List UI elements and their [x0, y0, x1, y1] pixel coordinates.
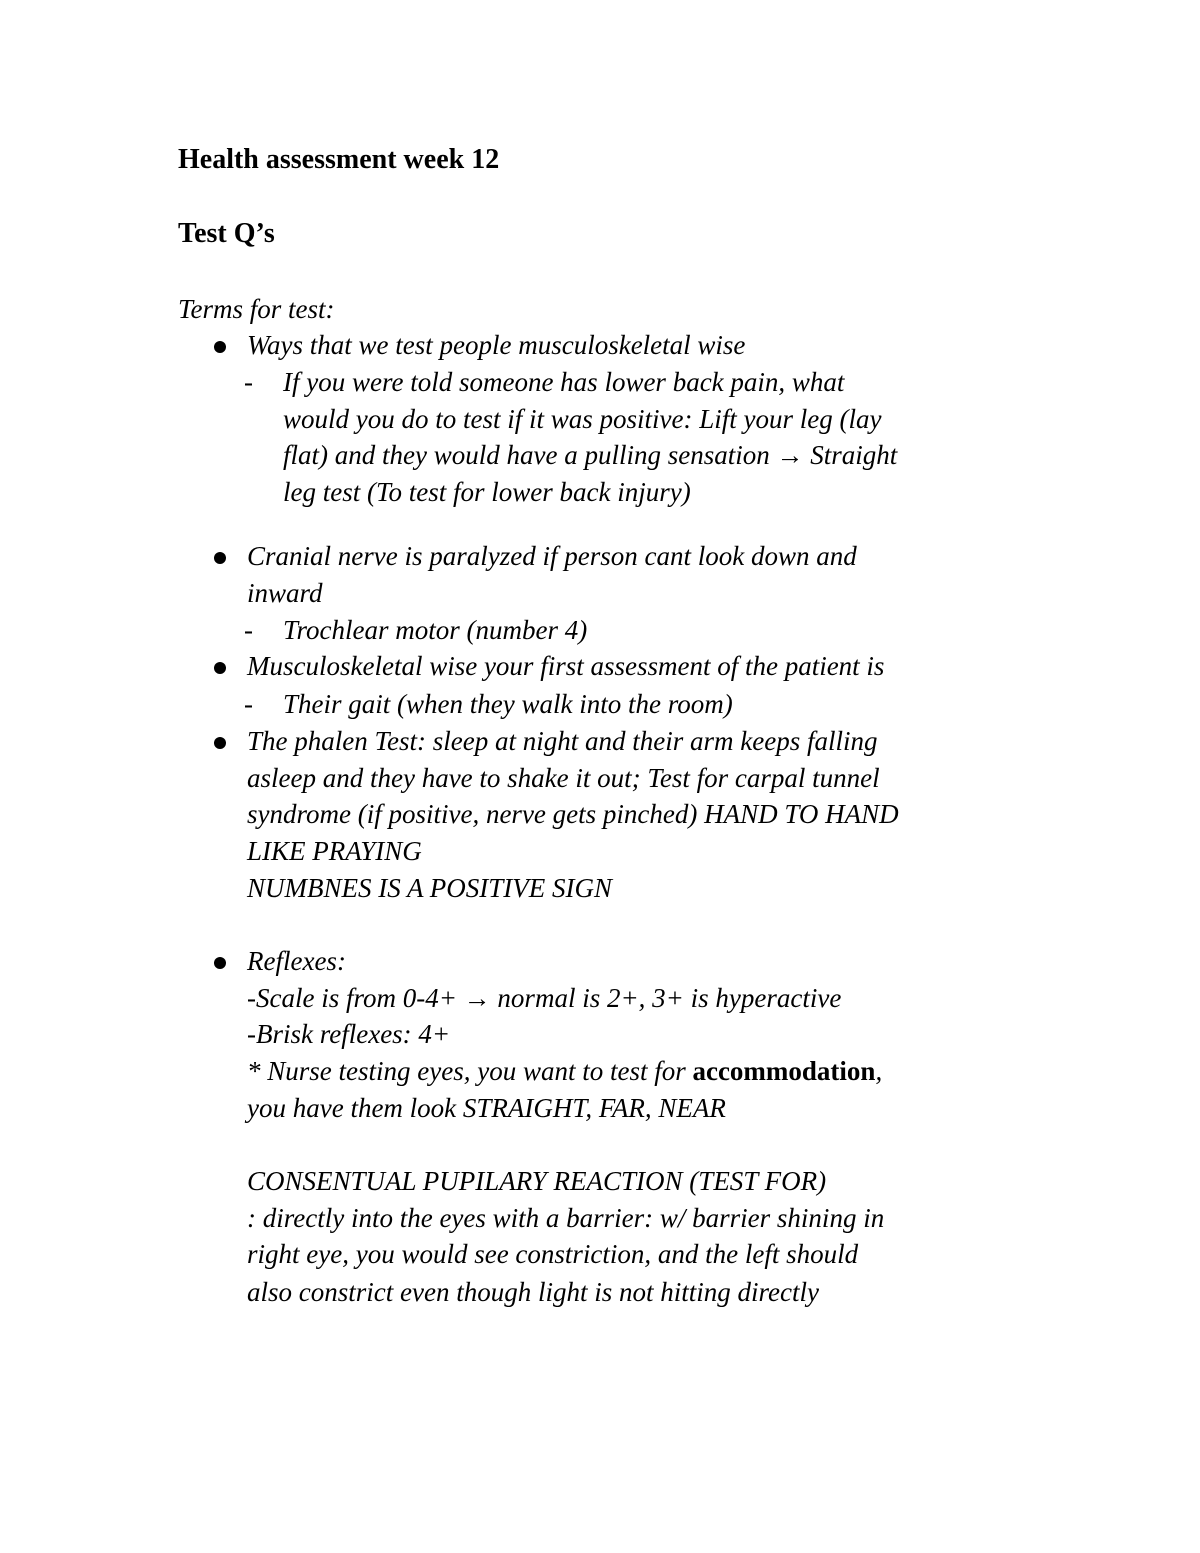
list-item-text: LIKE PRAYING — [247, 836, 422, 866]
list-item-text: Cranial nerve is paralyzed if person cant look down and — [247, 541, 857, 571]
bullet-icon — [214, 552, 226, 564]
sub-item-text: If you were told someone has lower back pain, what — [283, 367, 845, 397]
list-item-text: -Scale is from 0-4+ → normal is 2+, 3+ is hyperactive — [247, 983, 842, 1013]
list-item-text: The phalen Test: sleep at night and their arm keeps falling — [247, 726, 878, 756]
list-item-text: Reflexes: — [247, 946, 346, 976]
accommodation-line — [247, 1053, 882, 1089]
accommodation-suffix: , — [875, 1056, 883, 1086]
sub-item-text: would you do to test if it was positive: Lift your leg (lay — [283, 404, 882, 434]
list-item-text: inward — [247, 578, 323, 608]
list-item-text: asleep and they have to shake it out; Test for carpal tunnel — [247, 763, 880, 793]
dash-marker: - — [244, 689, 253, 719]
list-item-text: CONSENTUAL PUPILARY REACTION (TEST FOR) — [247, 1166, 827, 1196]
sub-item-text: flat) and they would have a pulling sensation → Straight — [283, 440, 898, 470]
dash-marker: - — [244, 615, 253, 645]
bullet-icon — [214, 737, 226, 749]
document-title: Health assessment week 12 — [178, 144, 500, 175]
list-item-text: you have them look STRAIGHT, FAR, NEAR — [247, 1093, 726, 1123]
accommodation-prefix: * Nurse testing eyes, you want to test for — [247, 1056, 693, 1086]
list-item-text: Ways that we test people musculoskeletal wise — [247, 330, 746, 360]
bullet-icon — [214, 957, 226, 969]
dash-marker: - — [244, 367, 253, 397]
bullet-icon — [214, 341, 226, 353]
list-item-text: -Brisk reflexes: 4+ — [247, 1019, 451, 1049]
list-item-text: also constrict even though light is not hitting directly — [247, 1277, 819, 1307]
sub-item-text: Their gait (when they walk into the room) — [283, 689, 733, 719]
section-heading: Test Q’s — [178, 218, 275, 249]
intro-label: Terms for test: — [178, 294, 335, 324]
sub-item-text: leg test (To test for lower back injury) — [283, 477, 691, 507]
list-item-text: NUMBNES IS A POSITIVE SIGN — [247, 873, 612, 903]
list-item-text: syndrome (if positive, nerve gets pinched) HAND TO HAND — [247, 799, 899, 829]
bullet-icon — [214, 662, 226, 674]
list-item-text: : directly into the eyes with a barrier: w/ barrier shining in — [247, 1203, 885, 1233]
sub-item-text: Trochlear motor (number 4) — [283, 615, 588, 645]
accommodation-term: accommodation — [692, 1056, 876, 1086]
list-item-text: right eye, you would see constriction, and the left should — [247, 1239, 859, 1269]
list-item-text: Musculoskeletal wise your first assessment of the patient is — [247, 651, 885, 681]
